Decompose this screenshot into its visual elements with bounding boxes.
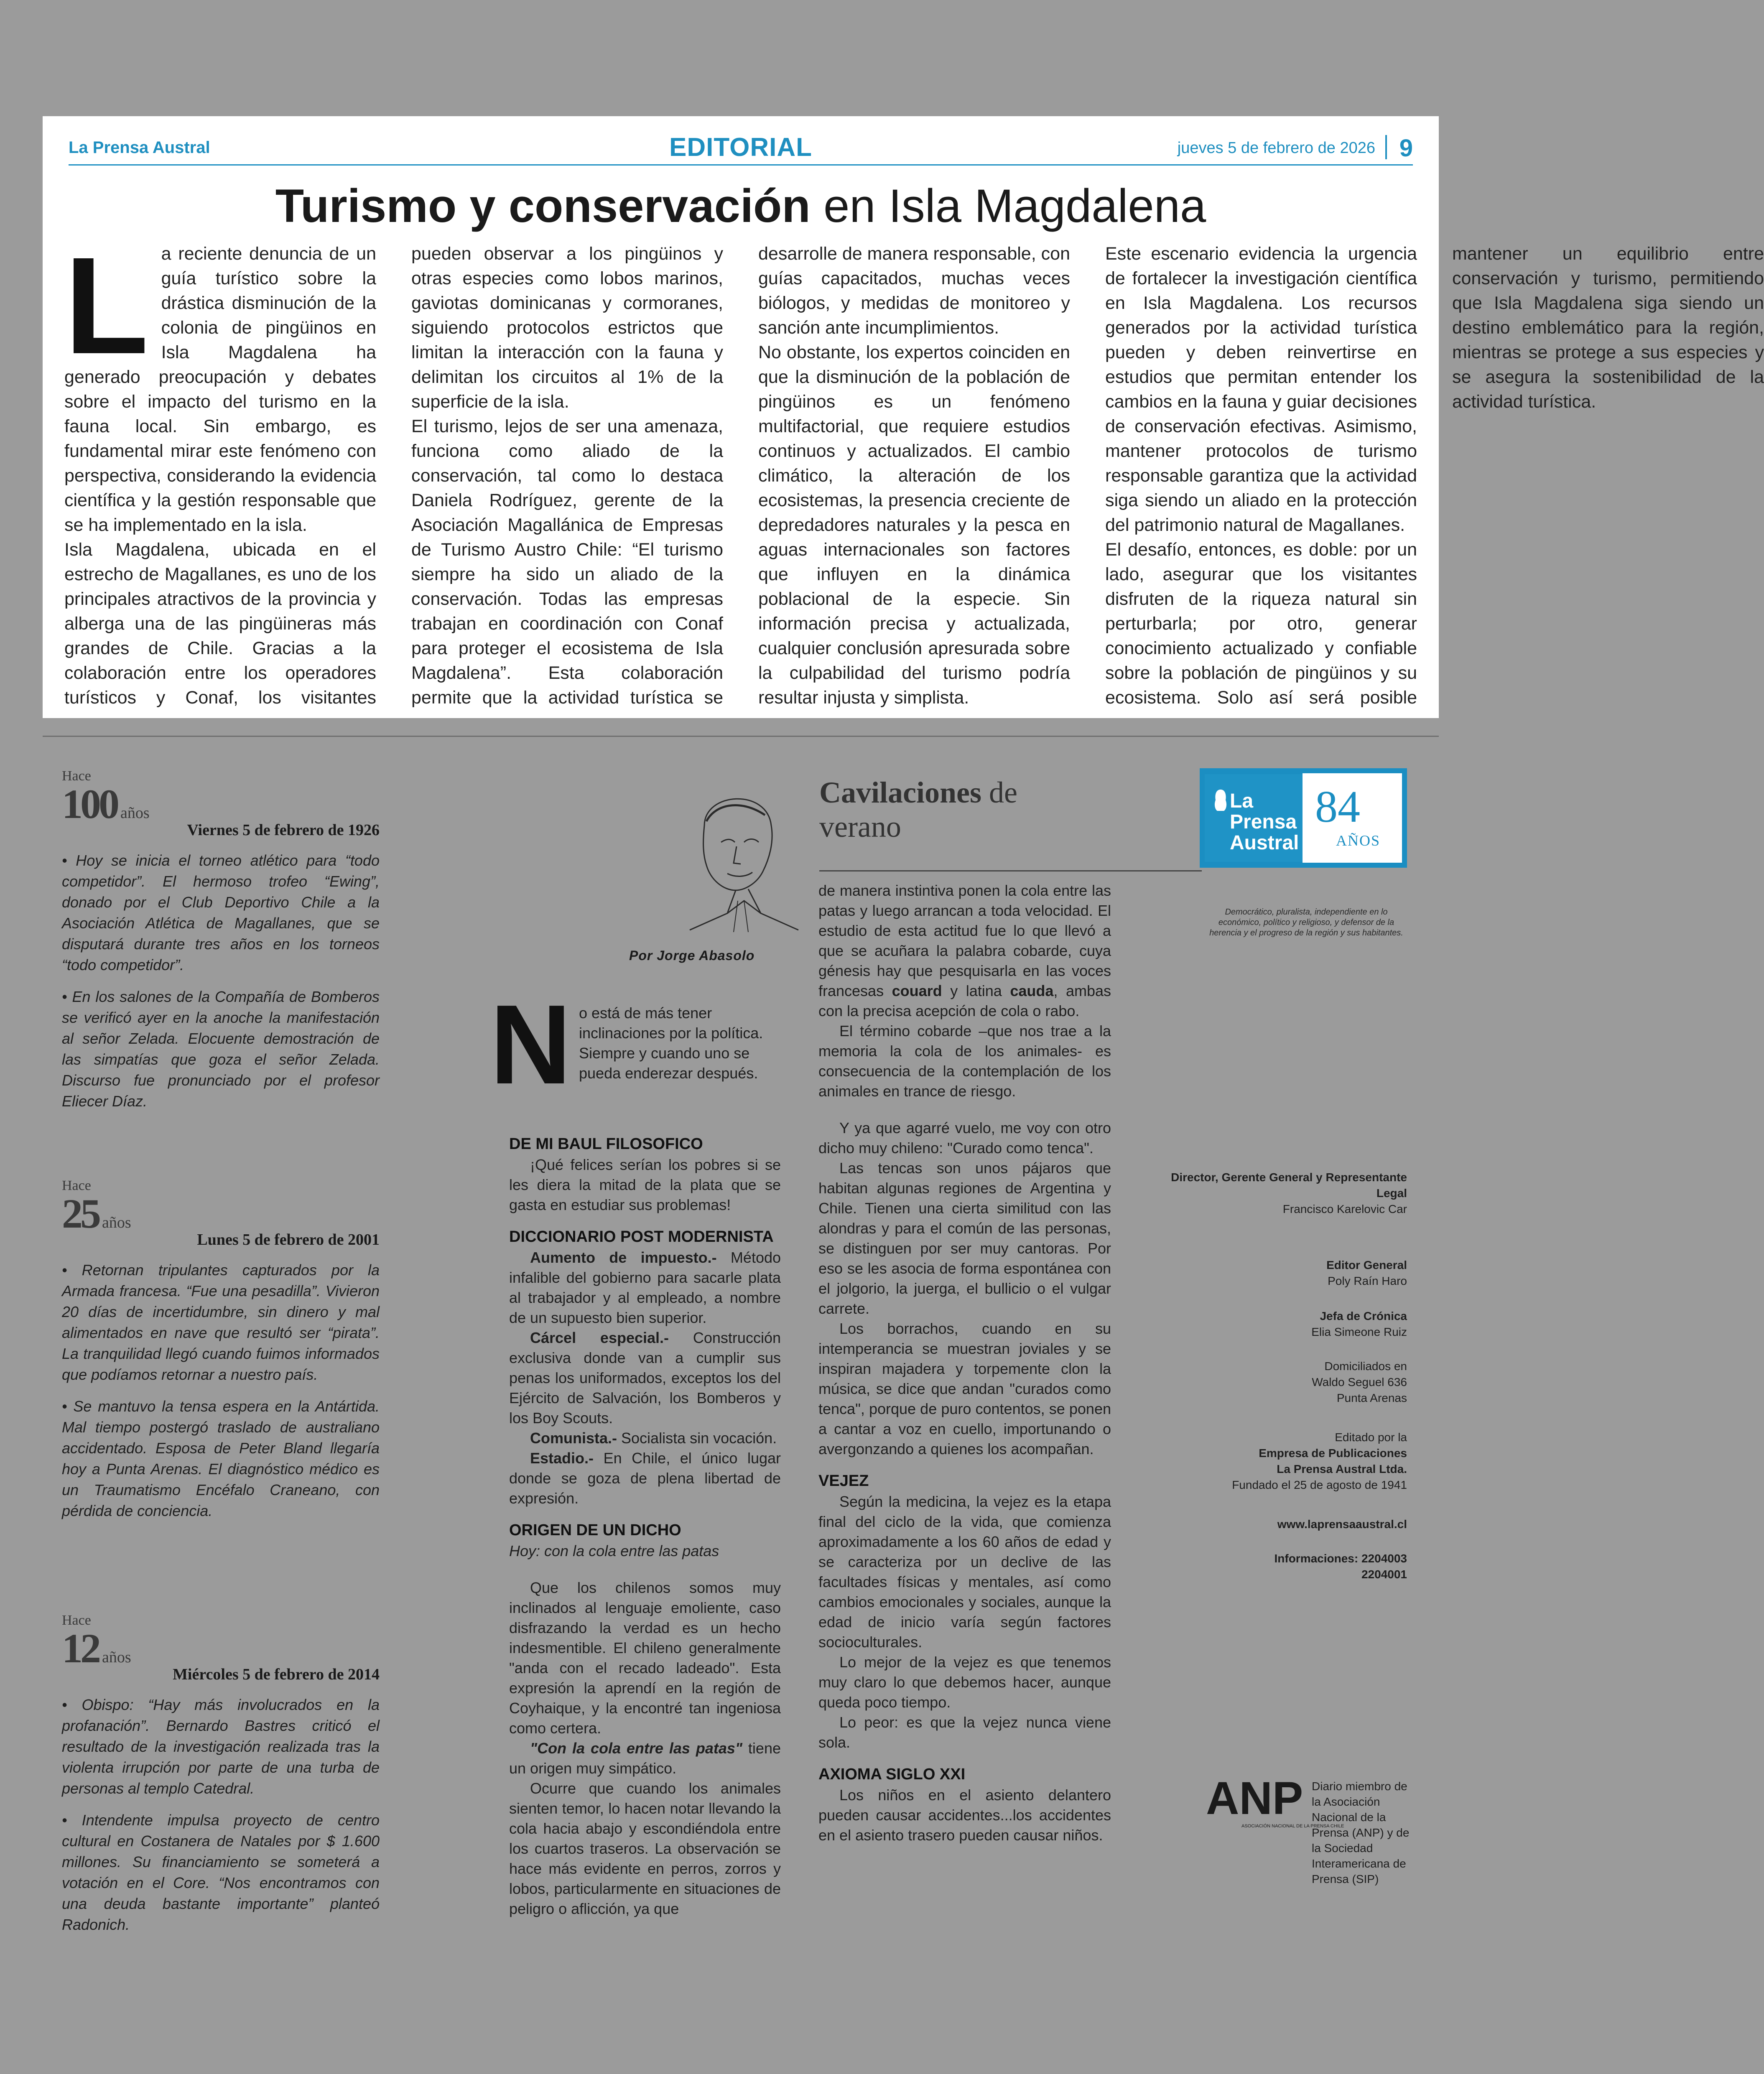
phone-line: 2204001 bbox=[1361, 1568, 1407, 1581]
column-title-light-2: verano bbox=[819, 810, 901, 843]
paragraph bbox=[509, 1738, 781, 1778]
column-byline: Por Jorge Abasolo bbox=[629, 948, 755, 963]
definition-text: Método infalible del gobierno para sacarle plata al trabajador y al empleado, a nombre de un supuesto bien superior. bbox=[509, 1249, 781, 1326]
definition-term: Cárcel especial.- bbox=[530, 1329, 669, 1346]
definition-text: Construcción exclusiva donde van a cumplir sus penas los uniformados, exceptos los del Ejército de Salvación, los Bomberos y los Boy Scouts. bbox=[509, 1329, 781, 1427]
years-number: 84 bbox=[1315, 782, 1360, 832]
subheading: VEJEZ bbox=[818, 1472, 869, 1490]
logo-line: Austral bbox=[1230, 832, 1299, 854]
staff-cronica bbox=[1156, 1308, 1407, 1340]
author-portrait-icon bbox=[665, 775, 807, 934]
paragraph: Y ya que agarré vuelo, me voy con otro dicho muy chileno: "Curado como tenca". bbox=[818, 1119, 1111, 1157]
section-divider bbox=[43, 736, 1439, 737]
staff-role: Director, Gerente General y Representante Legal bbox=[1171, 1171, 1407, 1200]
editorial-dropcap: L bbox=[64, 228, 149, 382]
staff-role: Editor General bbox=[1326, 1259, 1407, 1271]
definition bbox=[509, 1448, 781, 1508]
hace-unit: años bbox=[102, 1214, 131, 1231]
definition bbox=[509, 1328, 781, 1428]
editorial-title-rest: en Isla Magdalena bbox=[823, 180, 1206, 232]
paragraph-text: y latina bbox=[942, 982, 1010, 999]
hace-unit: años bbox=[102, 1648, 131, 1666]
hace-item: • Obispo: “Hay más involucrados en la profanación”. Bernardo Bastres criticó el resultado de la investigación realizada tras la violenta irrupción por parte de una turba de personas al templo Catedral. bbox=[62, 1696, 380, 1797]
hace-number: 100 bbox=[62, 781, 117, 827]
editorial-paragraph: Isla Magdalena, ubicada en el estrecho de Magallanes, es uno de los principales atractivos de la provincia y alberga una de las pingüineras más grandes de Chile. Gracias a la colaboración entre los operadores turísticos y Conaf, los visitantes pueden observar a los pingüinos y otras especies como lobos marinos, gaviotas dominicanas y cormoranes, siguiendo protocolos estrictos que limitan la interacción con la fauna y delimitan los circuitos al 1% de la superficie de la isla. bbox=[64, 244, 723, 708]
hace-number: 12 bbox=[62, 1625, 99, 1671]
paragraph bbox=[818, 881, 1111, 1021]
column-text-right bbox=[818, 881, 1111, 1845]
hace-date: Lunes 5 de febrero de 2001 bbox=[197, 1231, 380, 1248]
staff-director bbox=[1156, 1169, 1407, 1217]
founded-line: Fundado el 25 de agosto de 1941 bbox=[1232, 1478, 1407, 1491]
hace-label: Hace bbox=[62, 1178, 91, 1193]
editorial-paragraph: Este escenario evidencia la urgencia de fortalecer la investigación científica en Isla Magdalena. Los recursos generados por la actividad turística pueden y deben reinvertirse en estudios que permitan entender los cambios en la fauna y guiar decisiones de conservación efectivas. Asimismo, mantener protocolos de turismo responsable garantiza que la actividad siga siendo un aliado en la protección del patrimonio natural de Magallanes. bbox=[1105, 244, 1417, 535]
definition-term: Aumento de impuesto.- bbox=[530, 1249, 717, 1266]
newspaper-motto: Democrático, pluralista, independiente en lo económico, político y religioso, y defensor de la herencia y el progreso de la región y sus habitantes. bbox=[1209, 907, 1403, 938]
column-title-bold: Cavilaciones bbox=[819, 776, 981, 809]
address-line: Domiciliados en bbox=[1324, 1360, 1407, 1373]
anp-logo-letters: ANP bbox=[1206, 1773, 1303, 1824]
anp-logo-caption: ASOCIACIÓN NACIONAL DE LA PRENSA CHILE bbox=[1241, 1824, 1344, 1829]
column-dropcap: N bbox=[490, 982, 571, 1108]
editorial-paragraph: El desafío, entonces, es doble: por un lado, asegurar que los visitantes disfruten de la riqueza natural sin perturbarla; por otro, generar conocimiento actualizado y confiable sobre la población de pingüinos y su ecosistema. Solo así será posible mantener un equilibrio entre conservación y turismo, permitiendo que Isla Magdalena siga siendo un destino emblemático para la región, mientras se protege a sus especies y se asegura la sostenibilidad de la actividad turística. bbox=[1105, 244, 1764, 708]
column-intro: o está de más tener inclinaciones por la política. Siempre y cuando uno se pueda enderezar después. bbox=[579, 1004, 763, 1082]
editorial-paragraph: a reciente denuncia de un guía turístico sobre la drástica disminución de la colonia de pingüinos en Isla Magdalena ha generado preocupación y debates sobre el impacto del turismo en la fauna local. Sin embargo, es fundamental mirar este fenómeno con perspectiva, considerando la evidencia científica y la gestión responsable que se ha implementado en la isla. bbox=[64, 244, 376, 535]
logo-line: La bbox=[1230, 790, 1254, 812]
hace-number: 25 bbox=[62, 1190, 99, 1237]
website-link[interactable]: www.laprensaaustral.cl bbox=[1277, 1518, 1407, 1531]
hace-label: Hace bbox=[62, 1613, 91, 1628]
editorial-paragraph: El turismo, lejos de ser una amenaza, funciona como aliado de la conservación, tal como lo destaca Daniela Rodríguez, gerente de la Asociación Magallánica de Empresas de Turismo Austro Chile: “El turismo siempre ha sido un aliado de la conservación. Todas las empresas trabajan en coordinación con Conaf para proteger el ecosistema de Isla Magdalena”. Esta colaboración permite que la actividad turística se desarrolle de manera responsable, con guías capacitados, muchas veces biólogos, y medidas de monitoreo y sanción ante incumplimientos. bbox=[411, 244, 1070, 708]
publisher-block bbox=[1156, 1429, 1407, 1493]
hace-item: • Intendente impulsa proyecto de centro cultural en Costanera de Natales por $ 1.600 millones. Su financiamiento se someterá a votación en el Core. “Nos encontramos con una deuda bastante importante” planteó Radonich. bbox=[62, 1812, 380, 1933]
definition-term: Estadio.- bbox=[530, 1450, 594, 1467]
phone-line: Informaciones: 2204003 bbox=[1274, 1552, 1407, 1565]
logo-years-box bbox=[1303, 773, 1402, 863]
address-block bbox=[1156, 1358, 1407, 1406]
column-text-left bbox=[509, 1122, 781, 1919]
word-cauda: cauda bbox=[1010, 982, 1054, 999]
anp-membership-text: Diario miembro de la Asociación Nacional de la Prensa (ANP) y de la Sociedad Interamericana de Prensa (SIP) bbox=[1312, 1780, 1410, 1885]
address-line: Waldo Seguel 636 bbox=[1312, 1376, 1407, 1389]
column-title bbox=[819, 775, 1017, 844]
hace-12-block bbox=[62, 1613, 380, 1935]
definition-text: En Chile, el único lugar donde se goza de plena libertad de expresión. bbox=[509, 1450, 781, 1507]
editorial-paragraph: No obstante, los expertos coinciden en que la disminución de la población de pingüinos es un fenómeno multifactorial, que requiere estudios continuos y actualizados. El cambio climático, la alteración de los ecosistemas, la presencia creciente de depredadores naturales y la pesca en aguas internacionales son factores que influyen en la dinámica poblacional de la especie. Sin información precisa y actualizada, cualquier conclusión apresurada sobre la culpabilidad del turismo podría resultar injusta y simplista. bbox=[758, 342, 1070, 708]
paragraph: Lo peor: es que la vejez nunca viene sola. bbox=[818, 1714, 1111, 1751]
staff-name: Poly Raín Haro bbox=[1328, 1274, 1407, 1287]
hace-date: Miércoles 5 de febrero de 2014 bbox=[173, 1666, 380, 1683]
definition-term: Comunista.- bbox=[530, 1429, 617, 1447]
editorial-body bbox=[64, 228, 1764, 712]
paragraph-text: tiene un origen muy simpático. bbox=[509, 1740, 781, 1777]
staff-name: Francisco Karelovic Car bbox=[1282, 1203, 1407, 1215]
staff-name: Elia Simeone Ruiz bbox=[1311, 1325, 1407, 1338]
editorial-title-bold: Turismo y conservación bbox=[275, 180, 811, 232]
definition-text: Socialista sin vocación. bbox=[617, 1429, 777, 1447]
website-block bbox=[1156, 1516, 1407, 1532]
subheading-subtitle: Hoy: con la cola entre las patas bbox=[509, 1542, 719, 1559]
hace-item: • Hoy se inicia el torneo atlético para “todo competidor”. El hermoso trofeo “Ewing”, donado por el Club Deportivo Chile a la Asociación Atlética de Magallanes, que se disputará durante tres años en los torneos “todo competidor”. bbox=[62, 852, 380, 973]
publisher-name: La Prensa Austral Ltda. bbox=[1277, 1463, 1407, 1475]
paragraph: ¡Qué felices serían los pobres si se les diera la mitad de la plata que se gasta en estudiar sus problemas! bbox=[509, 1156, 781, 1213]
issue-date: jueves 5 de febrero de 2026 bbox=[1177, 139, 1375, 157]
subheading: DICCIONARIO POST MODERNISTA bbox=[509, 1228, 774, 1246]
column-title-rule bbox=[819, 870, 1202, 871]
hace-100-block bbox=[62, 769, 380, 1112]
paragraph-text: , ambas con la precisa acepción de cola o rabo. bbox=[818, 982, 1111, 1019]
paragraph: Ocurre que cuando los animales sienten temor, lo hacen notar llevando la cola hacia abajo y escondiéndola entre los cuartos traseros. La observación se hace más evidente en perros, zorros y lobos, particularmente en situaciones de peligro o aflicción, ya que bbox=[509, 1780, 781, 1917]
publisher-name: Empresa de Publicaciones bbox=[1259, 1447, 1407, 1460]
page-header bbox=[69, 135, 1413, 166]
penguin-icon bbox=[1208, 787, 1233, 813]
paragraph: Las tencas son unos pájaros que habitan algunas regiones de Argentina y Chile. Tienen una cierta similitud con las alondras y para el común de las personas, se distinguen por ser muy cantoras. Por eso se les asocia de forma espontánea con el jolgorio, la juerga, el bullicio o el vulgar carrete. bbox=[818, 1159, 1111, 1317]
address-line: Punta Arenas bbox=[1336, 1391, 1407, 1404]
paragraph: Los borrachos, cuando en su intemperancia se muestran joviales y se inspiran majadera y torpemente clon la música, se dice que andan "curados como tenca", porque de puro contentos, se ponen a cantar a voz en cuello, importunando o avergonzando a quienes los acompañan. bbox=[818, 1320, 1111, 1457]
logo-line: Prensa bbox=[1230, 811, 1297, 833]
editorial-section bbox=[43, 116, 1764, 718]
quote: "Con la cola entre las patas" bbox=[530, 1740, 742, 1757]
hace-item: • En los salones de la Compañía de Bomberos se verificó ayer en la anoche la manifestación al señor Zelada. Elocuente demostración de las simpatías que goza el señor Zelada. Discurso fue pronunciado por el profesor Eliecer Díaz. bbox=[62, 988, 380, 1110]
staff-role: Jefa de Crónica bbox=[1320, 1310, 1407, 1322]
subheading: ORIGEN DE UN DICHO bbox=[509, 1521, 681, 1539]
editorial-title bbox=[43, 179, 1439, 233]
hace-item: • Retornan tripulantes capturados por la Armada francesa. “Fue una pesadilla”. Vivieron 20 días de incertidumbre, sin dinero y mal alimentados en nave que resultó ser “pirata”. La tranquilidad llegó cuando fuimos informados que podíamos retornar a nuestro país. bbox=[62, 1261, 380, 1383]
newspaper-logo bbox=[1200, 768, 1407, 868]
definition bbox=[509, 1428, 781, 1448]
logo-brand-text bbox=[1230, 791, 1299, 854]
hace-label: Hace bbox=[62, 768, 91, 784]
logo-brand-box bbox=[1205, 774, 1303, 862]
paragraph: El término cobarde –que nos trae a la memoria la cola de los animales- es consecuencia de la contemplación de los animales en trance de riesgo. bbox=[818, 1022, 1111, 1100]
paragraph: Los niños en el asiento delantero pueden causar accidentes...los accidentes en el asiento trasero pueden causar niños. bbox=[818, 1786, 1111, 1844]
phones-block bbox=[1156, 1551, 1407, 1582]
word-couard: couard bbox=[892, 982, 942, 999]
paragraph: Que los chilenos somos muy inclinados al lenguaje emoliente, caso disfrazando la verdad es un hecho indesmentible. El chileno generalmente "anda con el recado ladeado". Esta expresión la aprendí en la región de Coyhaique, y la encontré tan ingeniosa como certera. bbox=[509, 1579, 781, 1737]
staff-editor bbox=[1156, 1257, 1407, 1289]
publisher-line: Editado por la bbox=[1335, 1431, 1407, 1444]
paragraph-text: de manera instintiva ponen la cola entre las patas y luego arrancan a toda velocidad. El estudio de esta actitud fue lo que llevó a que se acuñara la palabra cobarde, cuya génesis hay que pesquisarla en las voces francesas bbox=[818, 882, 1111, 999]
header-divider bbox=[1385, 135, 1387, 159]
years-unit: AÑOS bbox=[1336, 832, 1381, 849]
anp-logo-icon bbox=[1202, 1772, 1344, 1843]
column-title-light: de bbox=[981, 776, 1017, 809]
newspaper-brand: La Prensa Austral bbox=[69, 138, 210, 157]
section-title: EDITORIAL bbox=[669, 133, 812, 162]
hace-25-block bbox=[62, 1179, 380, 1521]
hace-unit: años bbox=[120, 804, 150, 822]
definition bbox=[509, 1248, 781, 1328]
paragraph: Lo mejor de la vejez es que tenemos muy claro lo que debemos hacer, aunque queda poco tiempo. bbox=[818, 1654, 1111, 1711]
hace-date: Viernes 5 de febrero de 1926 bbox=[187, 821, 380, 839]
page-number: 9 bbox=[1399, 135, 1413, 162]
paragraph: Según la medicina, la vejez es la etapa final del ciclo de la vida, que comienza aproximadamente a los 60 años de edad y se caracteriza por un declive de las facultades físicas y mentales, así como cambios emocionales y sociales, aunque la edad de inicio varía según factores socioculturales. bbox=[818, 1493, 1111, 1651]
hace-item: • Se mantuvo la tensa espera en la Antártida. Mal tiempo postergó traslado de australiano accidentado. Esposa de Peter Bland llegaría hoy a Punta Arenas. El diagnóstico médico es un Traumatismo Encéfalo Craneano, con pérdida de conciencia. bbox=[62, 1398, 380, 1519]
subheading: AXIOMA SIGLO XXI bbox=[818, 1766, 966, 1783]
subheading: DE MI BAUL FILOSOFICO bbox=[509, 1135, 703, 1153]
